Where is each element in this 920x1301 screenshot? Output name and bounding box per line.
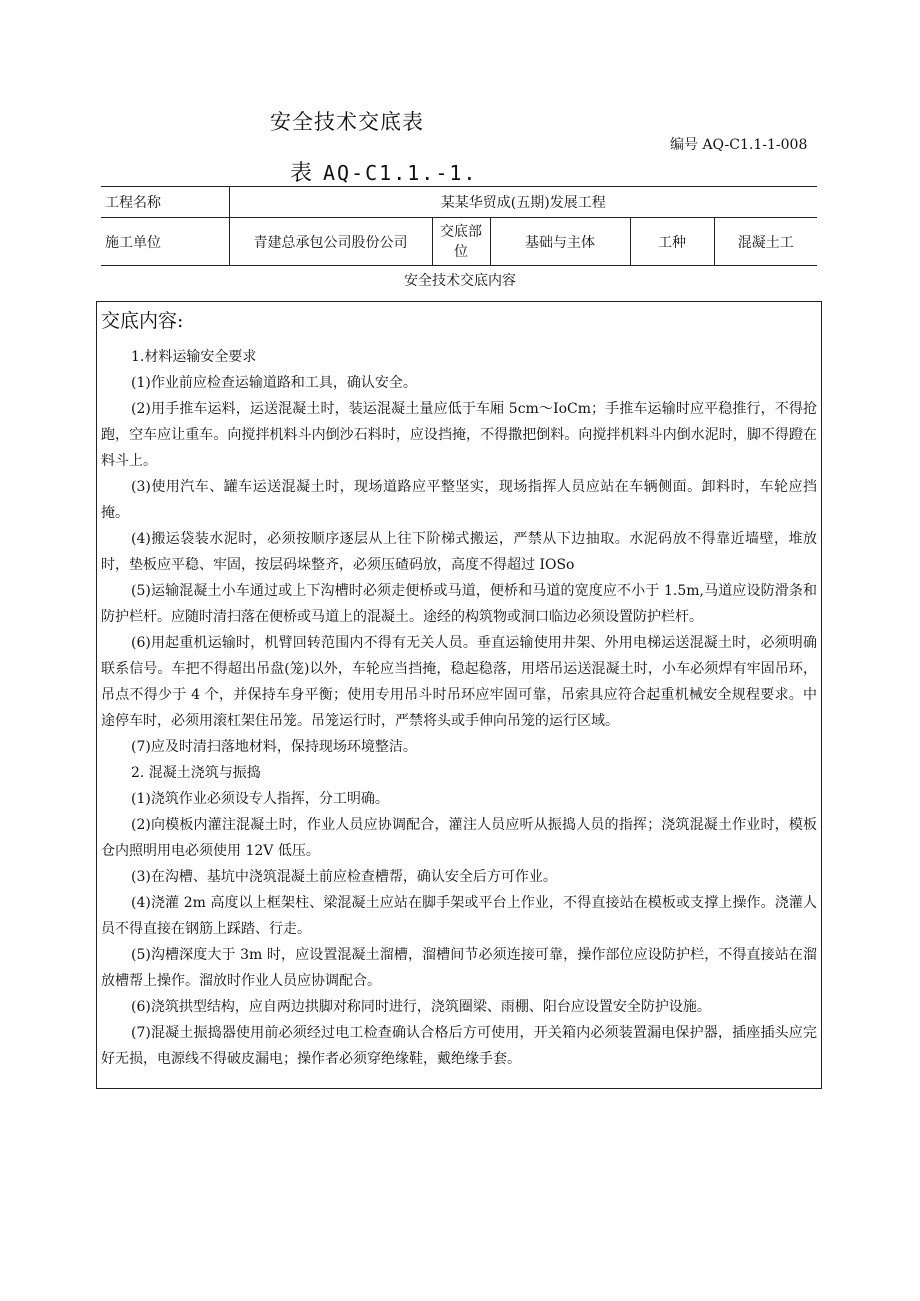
- document-code: 编号 AQ-C1.1-1-008: [670, 137, 808, 153]
- section-caption: 安全技术交底内容: [404, 273, 516, 289]
- content-paragraph: (5)沟槽深度大于 3m 时，应设置混凝土溜槽，溜槽间节必须连接可靠，操作部位应设防护栏，不得直接站在溜放槽帮上操作。溜放时作业人员应协调配合。: [101, 947, 817, 989]
- content-paragraph: (5)运输混凝土小车通过或上下沟槽时必须走便桥或马道，便桥和马道的宽度应不小于 1.5m,马道应设防滑条和防护栏杆。应随时清扫落在便桥或马道上的混凝土。途经的构筑物或洞口临边必须设置防护栏杆。: [101, 583, 817, 625]
- trade-label: 工种: [630, 218, 714, 266]
- form-number-code: AQ-C1.1.-1.: [323, 161, 478, 185]
- project-info-table: [101, 186, 817, 266]
- content-paragraph: 2. 混凝土浇筑与振捣: [131, 765, 261, 781]
- disclosure-part-value: 基础与主体: [490, 218, 630, 266]
- content-paragraph: (7)混凝土振捣器使用前必须经过电工检查确认合格后方可使用，开关箱内必须装置漏电保护器，插座插头应完好无损，电源线不得破皮漏电；操作者必须穿绝缘鞋，戴绝缘手套。: [101, 1025, 817, 1067]
- construction-unit-label: 施工单位: [101, 218, 229, 266]
- content-paragraph: (1)浇筑作业必须设专人指挥，分工明确。: [131, 791, 389, 807]
- content-body: [101, 344, 817, 1072]
- content-paragraph: (7)应及时清扫落地材料，保持现场环境整洁。: [131, 739, 417, 755]
- form-number-prefix: 表: [290, 161, 315, 186]
- content-paragraph: (6)浇筑拱型结构，应自两边拱脚对称同时进行，浇筑圈梁、雨棚、阳台应设置安全防护设施。: [131, 999, 711, 1015]
- content-paragraph: 1.材料运输安全要求: [131, 349, 257, 365]
- content-heading: 交底内容:: [101, 310, 184, 332]
- project-name-label: 工程名称: [101, 187, 229, 218]
- content-paragraph: (3)使用汽车、罐车运送混凝土时，现场道路应平整坚实，现场指挥人员应站在车辆侧面。卸料时，车轮应挡掩。: [101, 479, 817, 521]
- content-paragraph: (3)在沟槽、基坑中浇筑混凝土前应检查槽帮，确认安全后方可作业。: [131, 869, 557, 885]
- content-paragraph: (6)用起重机运输时，机臂回转范围内不得有无关人员。垂直运输使用井架、外用电梯运送混凝土时，必须明确联系信号。车把不得超出吊盘(笼)以外，车轮应当挡掩，稳起稳落，用塔吊运送混凝土时，小车必须焊有牢固吊环，吊点不得少于 4 个，并保持车身平衡；使用专用吊斗时吊环应牢固可靠，吊索具应符合起重机械安全规程要求。中途停车时，必须用滚杠架住吊笼。吊笼运行时，严禁将头或手伸向吊笼的运行区域。: [101, 635, 817, 729]
- content-paragraph: (4)搬运袋装水泥时，必须按顺序逐层从上往下阶梯式搬运，严禁从下边抽取。水泥码放不得靠近墙壁，堆放时，垫板应平稳、牢固，按层码垛整齐，必须压碴码放，高度不得超过 IOSo: [101, 531, 817, 573]
- project-name-value: 某某华贸成(五期)发展工程: [229, 187, 817, 218]
- content-paragraph: (4)浇灌 2m 高度以上框架柱、梁混凝土应站在脚手架或平台上作业，不得直接站在模板或支撑上操作。浇灌人员不得直接在钢筋上踩踏、行走。: [101, 895, 817, 937]
- disclosure-content-box: [96, 301, 822, 1089]
- content-paragraph: (1)作业前应检查运输道路和工具，确认安全。: [131, 375, 417, 391]
- form-number: [290, 156, 477, 187]
- content-paragraph: (2)向模板内灌注混凝土时，作业人员应协调配合，灌注人员应听从振捣人员的指挥；浇筑混凝土作业时，模板仓内照明用电必须使用 12V 低压。: [101, 817, 817, 859]
- disclosure-part-label: 交底部位: [432, 218, 490, 266]
- content-paragraph: (2)用手推车运料，运送混凝土时，装运混凝土量应低于车厢 5cm～IoCm；手推车运输时应平稳推行，不得抢跑，空车应让重车。向搅拌机料斗内倒沙石料时，应设挡掩，不得撒把倒料。向搅拌机料斗内倒水泥时，脚不得蹬在料斗上。: [101, 401, 817, 469]
- document-title: 安全技术交底表: [270, 110, 424, 134]
- construction-unit-value: 青建总承包公司股份公司: [229, 218, 432, 266]
- trade-value: 混凝土工: [714, 218, 817, 266]
